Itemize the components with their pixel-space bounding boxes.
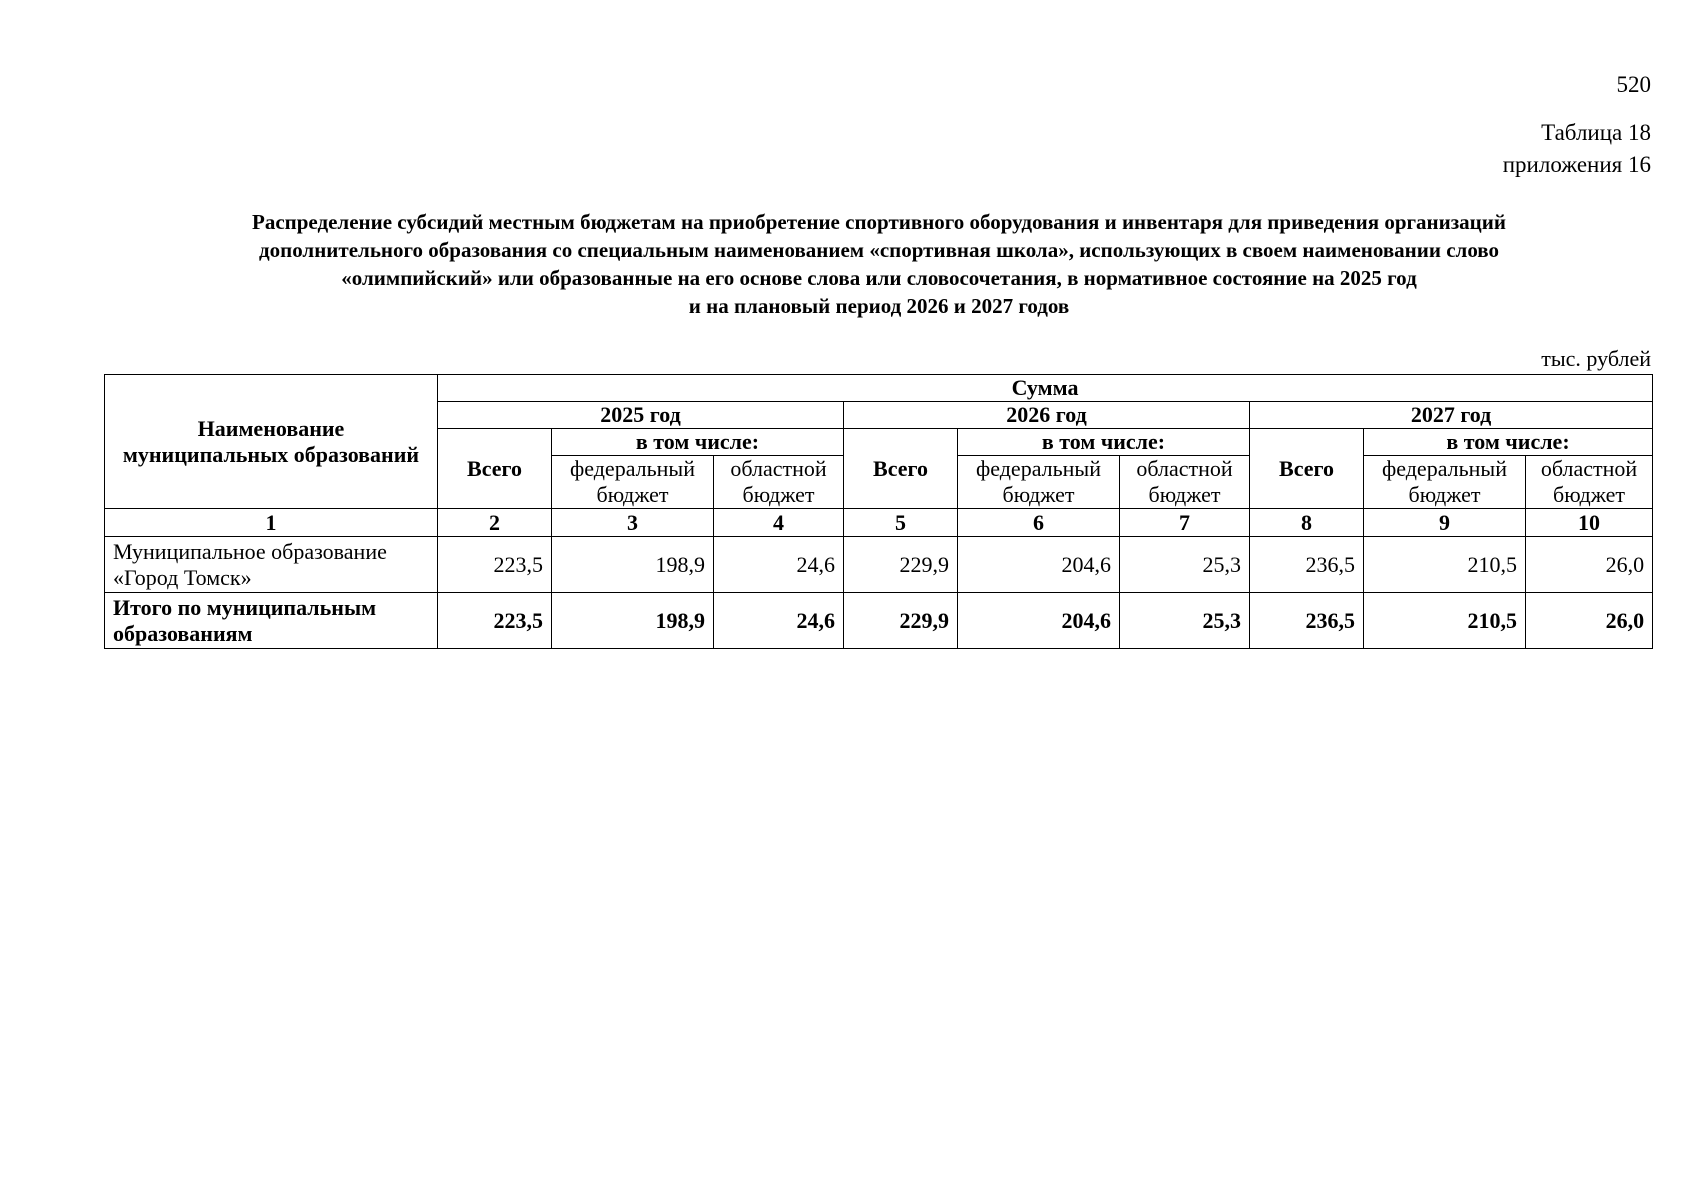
federal-2027: 210,5 bbox=[1364, 537, 1526, 593]
header-sum: Сумма bbox=[438, 375, 1653, 402]
page-number: 520 bbox=[1616, 72, 1651, 97]
header-year-2025: 2025 год bbox=[438, 402, 844, 429]
header-total-2025: Всего bbox=[438, 429, 552, 509]
unit-note: тыс. рублей bbox=[1541, 346, 1651, 371]
header-including-2027: в том числе: bbox=[1364, 429, 1653, 456]
header-including-2025: в том числе: bbox=[552, 429, 844, 456]
grand-regional-2025: 24,6 bbox=[714, 593, 844, 649]
header-total-2027: Всего bbox=[1250, 429, 1364, 509]
column-number: 3 bbox=[552, 509, 714, 537]
title-line2: дополнительного образования со специальным наименованием «спортивная школа», использующих в своем наименовании слово bbox=[258, 238, 1500, 262]
header-federal-2026: федеральный бюджет bbox=[958, 456, 1120, 509]
header-year-2027: 2027 год bbox=[1250, 402, 1653, 429]
table-ref-line2: приложения 16 bbox=[1502, 152, 1651, 177]
header-total-2026: Всего bbox=[844, 429, 958, 509]
total-2027: 236,5 bbox=[1250, 537, 1364, 593]
grand-total-2025: 223,5 bbox=[438, 593, 552, 649]
title-line4: и на плановый период 2026 и 2027 годов bbox=[688, 294, 1070, 318]
grand-total-2026: 229,9 bbox=[844, 593, 958, 649]
column-number: 6 bbox=[958, 509, 1120, 537]
municipality-name: Муниципальное образование «Город Томск» bbox=[105, 537, 438, 593]
regional-2027: 26,0 bbox=[1526, 537, 1653, 593]
header-regional-2025: областной бюджет bbox=[714, 456, 844, 509]
header-regional-2026: областной бюджет bbox=[1120, 456, 1250, 509]
table-reference bbox=[1503, 117, 1651, 181]
column-number-row bbox=[105, 509, 1653, 537]
grand-regional-2026: 25,3 bbox=[1120, 593, 1250, 649]
federal-2025: 198,9 bbox=[552, 537, 714, 593]
total-2026: 229,9 bbox=[844, 537, 958, 593]
document-title bbox=[104, 208, 1654, 320]
column-number: 2 bbox=[438, 509, 552, 537]
table-row bbox=[105, 537, 1653, 593]
header-federal-2025: федеральный бюджет bbox=[552, 456, 714, 509]
column-number: 8 bbox=[1250, 509, 1364, 537]
grand-total-2027: 236,5 bbox=[1250, 593, 1364, 649]
title-line3: «олимпийский» или образованные на его основе слова или словосочетания, в нормативное состояние на 2025 год bbox=[341, 266, 1417, 290]
header-federal-2027: федеральный бюджет bbox=[1364, 456, 1526, 509]
header-regional-2027: областной бюджет bbox=[1526, 456, 1653, 509]
total-2025: 223,5 bbox=[438, 537, 552, 593]
title-line1: Распределение субсидий местным бюджетам на приобретение спортивного оборудования и инвентаря для приведения организаций bbox=[252, 210, 1506, 234]
subsidy-table bbox=[104, 374, 1653, 649]
column-number: 5 bbox=[844, 509, 958, 537]
grand-regional-2027: 26,0 bbox=[1526, 593, 1653, 649]
federal-2026: 204,6 bbox=[958, 537, 1120, 593]
grand-federal-2025: 198,9 bbox=[552, 593, 714, 649]
table-ref-line1: Таблица 18 bbox=[1541, 120, 1651, 145]
column-number: 9 bbox=[1364, 509, 1526, 537]
header-year-2026: 2026 год bbox=[844, 402, 1250, 429]
column-number: 4 bbox=[714, 509, 844, 537]
total-row-label: Итого по муниципальным образованиям bbox=[105, 593, 438, 649]
column-number: 1 bbox=[105, 509, 438, 537]
column-number: 7 bbox=[1120, 509, 1250, 537]
column-number: 10 bbox=[1526, 509, 1653, 537]
header-including-2026: в том числе: bbox=[958, 429, 1250, 456]
total-row bbox=[105, 593, 1653, 649]
regional-2026: 25,3 bbox=[1120, 537, 1250, 593]
grand-federal-2026: 204,6 bbox=[958, 593, 1120, 649]
grand-federal-2027: 210,5 bbox=[1364, 593, 1526, 649]
header-municipality-name: Наименование муниципальных образований bbox=[105, 375, 438, 509]
regional-2025: 24,6 bbox=[714, 537, 844, 593]
